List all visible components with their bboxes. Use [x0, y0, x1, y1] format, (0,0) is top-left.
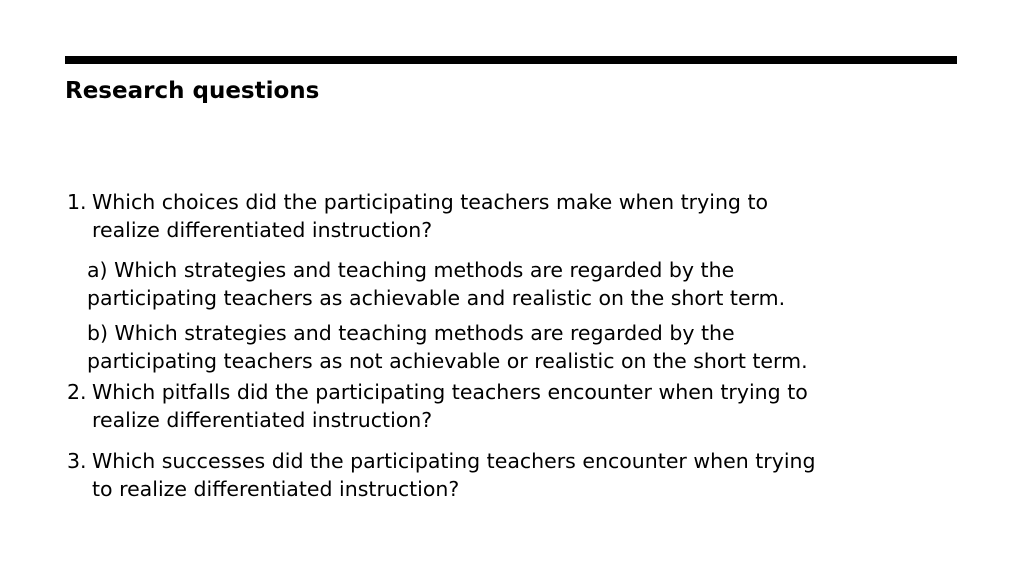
title-rule [65, 56, 957, 64]
sub-question-line: participating teachers as not achievable or realistic on the short term. [87, 349, 808, 373]
sub-question-a [65, 256, 945, 312]
question-number: 3. [67, 449, 87, 473]
question-line: realize differentiated instruction? [92, 218, 433, 242]
question-line: Which choices did the participating teachers make when trying to [92, 190, 769, 214]
sub-question-line: b) Which strategies and teaching methods are regarded by the [87, 321, 735, 345]
question-list [65, 188, 945, 503]
question-1 [65, 188, 945, 244]
sub-question-line: participating teachers as achievable and realistic on the short term. [87, 286, 786, 310]
question-number: 2. [67, 380, 87, 404]
question-line: to realize differentiated instruction? [92, 477, 460, 501]
question-2 [65, 378, 945, 434]
slide-title: Research questions [65, 78, 320, 104]
question-line: Which pitfalls did the participating teachers encounter when trying to [92, 380, 808, 404]
sub-question-b [65, 319, 945, 375]
sub-question-line: a) Which strategies and teaching methods are regarded by the [87, 258, 735, 282]
question-line: realize differentiated instruction? [92, 408, 433, 432]
question-line: Which successes did the participating teachers encounter when trying [92, 449, 816, 473]
question-3 [65, 447, 945, 503]
question-number: 1. [67, 190, 87, 214]
